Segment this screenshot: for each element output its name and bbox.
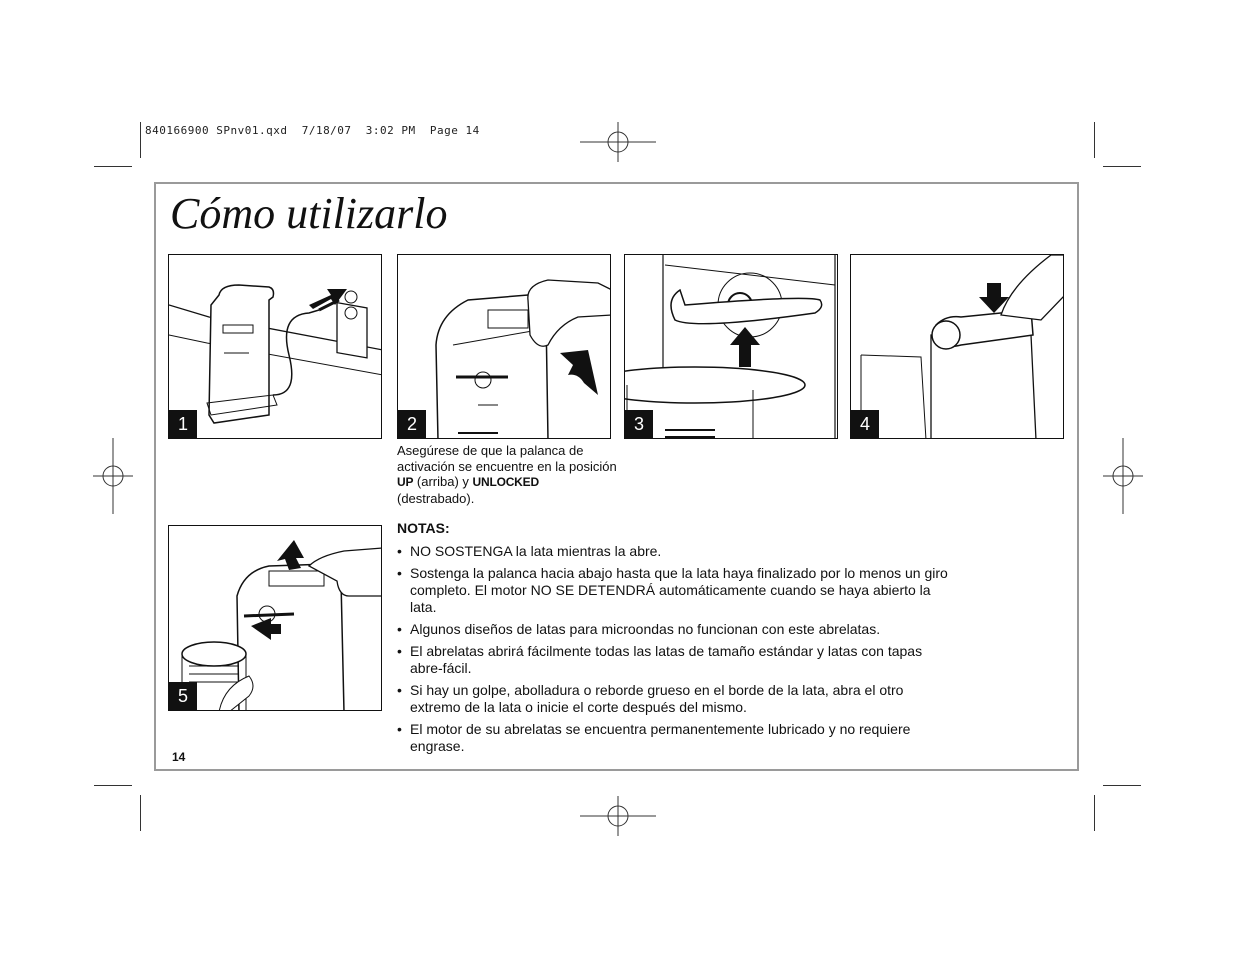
crop-mark [94,785,132,786]
step-number-badge: 2 [398,410,426,438]
crop-mark [1094,795,1095,831]
notes-list [397,543,957,755]
registration-mark-icon [93,438,133,514]
crop-mark [140,122,141,158]
crop-mark [94,166,132,167]
crop-mark [1094,122,1095,158]
crop-mark [1103,785,1141,786]
step-number-badge: 5 [169,682,197,710]
registration-mark-icon [580,122,656,162]
note-item: • Si hay un golpe, abolladura o reborde grueso en el borde de la lata, abra el otro extremo de la lata o inicie el corte después del mismo. [397,682,957,716]
note-item: • Sostenga la palanca hacia abajo hasta que la lata haya finalizado por lo menos un giro completo. El motor NO SE DETENDRÁ automáticamente cuando se haya abierto la lata. [397,565,957,616]
step-number-badge: 4 [851,410,879,438]
page-title: Cómo utilizarlo [170,189,448,238]
registration-mark-icon [580,796,656,836]
step-1-illustration [168,254,382,439]
step-3-illustration [624,254,838,439]
note-item: • Algunos diseños de latas para microondas no funcionan con este abrelatas. [397,621,957,638]
note-item: • El motor de su abrelatas se encuentra permanentemente lubricado y no requiere engrase. [397,721,957,755]
step-2-illustration [397,254,611,439]
crop-mark [140,795,141,831]
step-number-badge: 3 [625,410,653,438]
print-slug: 840166900 SPnv01.qxd 7/18/07 3:02 PM Page 14 [145,124,480,137]
notes-section [397,520,957,760]
caption-text: (arriba) y [413,474,473,489]
caption-text: Asegúrese de que la palanca de activación se encuentre en la posición [397,443,617,474]
caption-up-label: UP [397,475,414,489]
crop-mark [1103,166,1141,167]
page-number: 14 [172,750,186,764]
caption-unlocked-label: UNLOCKED [472,475,539,489]
step-5-illustration [168,525,382,711]
note-item: • NO SOSTENGA la lata mientras la abre. [397,543,957,560]
registration-mark-icon [1103,438,1143,514]
step-4-illustration [850,254,1064,439]
step-number-badge: 1 [169,410,197,438]
step-2-caption [397,443,617,506]
note-item: • El abrelatas abrirá fácilmente todas las latas de tamaño estándar y latas con tapas abre-fácil. [397,643,957,677]
notes-heading: NOTAS: [397,520,450,536]
caption-text: (destrabado). [397,490,475,506]
